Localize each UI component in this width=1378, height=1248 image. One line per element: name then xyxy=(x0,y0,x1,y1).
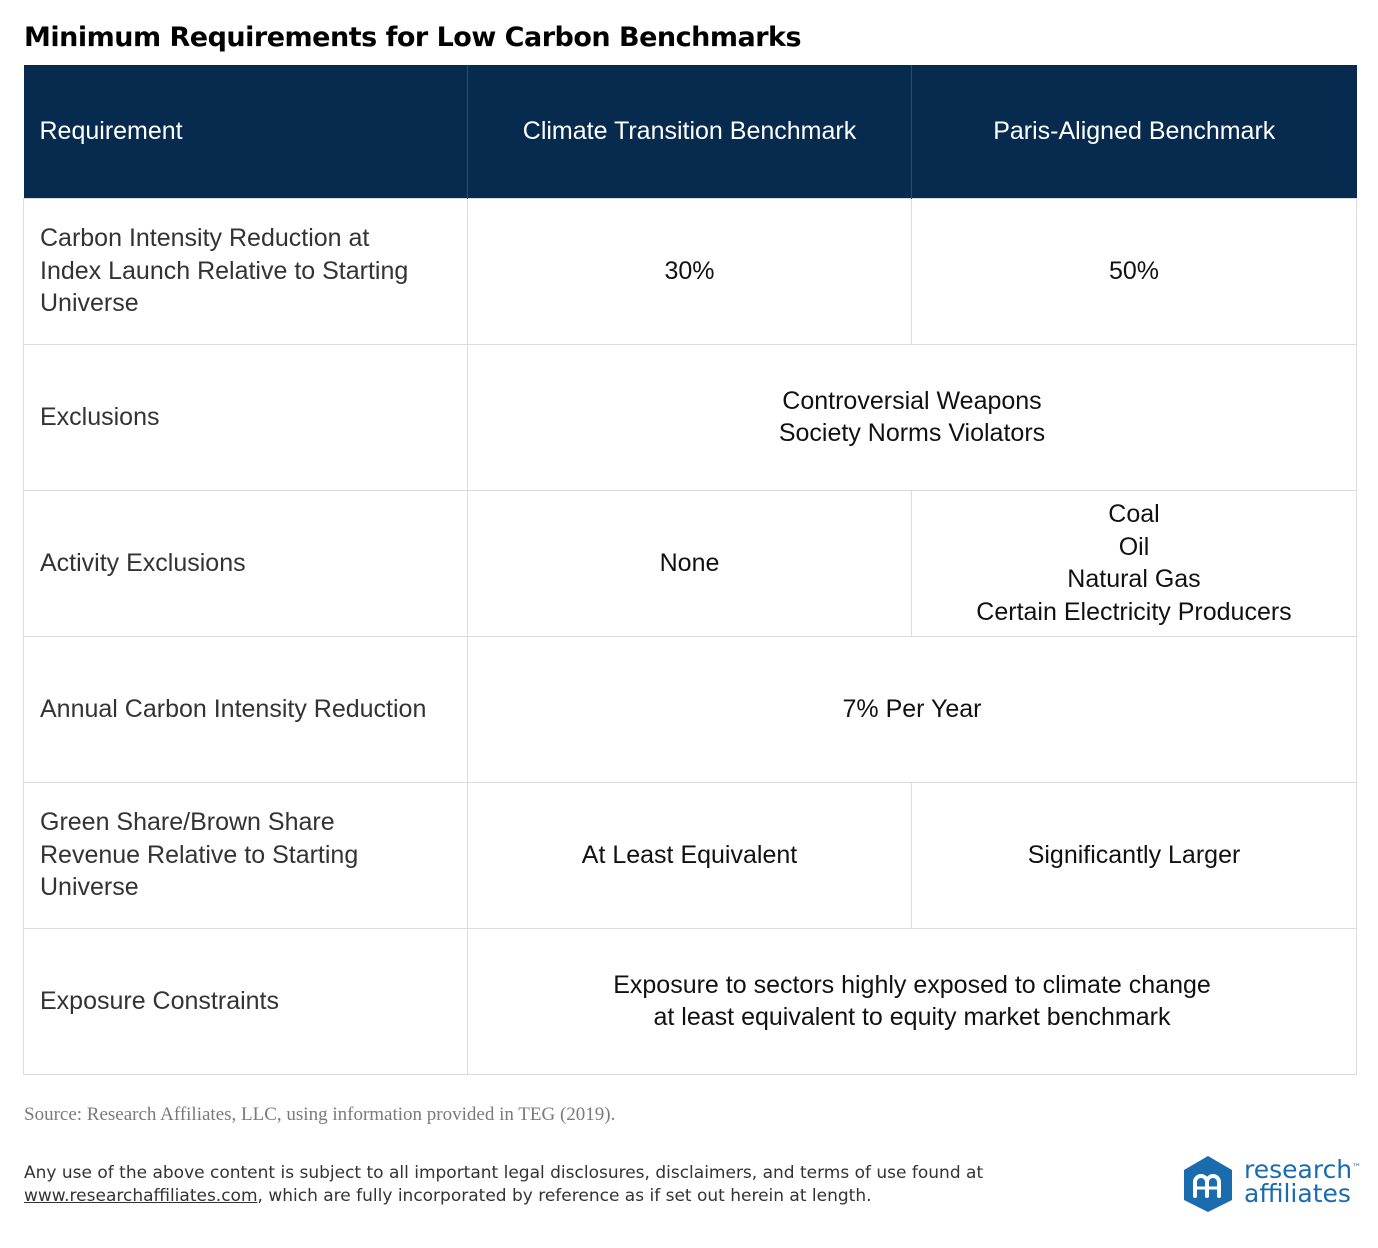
shared-benchmark-cell-line: Society Norms Violators xyxy=(778,419,1046,447)
logo-wordmark xyxy=(1244,1155,1362,1208)
requirement-cell xyxy=(24,344,468,490)
table-row xyxy=(24,344,1357,490)
paris-aligned-cell xyxy=(912,490,1357,636)
shared-benchmark-cell-line: Exposure to sectors highly exposed to climate change xyxy=(613,970,1211,999)
requirement-cell xyxy=(24,636,468,782)
climate-transition-cell-line: At Least Equivalent xyxy=(581,840,798,869)
climate-transition-cell xyxy=(468,490,912,636)
table-row xyxy=(24,490,1357,636)
shared-benchmark-cell xyxy=(468,636,1357,782)
table-header-row xyxy=(24,65,1357,198)
climate-transition-cell xyxy=(468,198,912,344)
header-paris-aligned-benchmark: Paris-Aligned Benchmark xyxy=(912,65,1357,198)
table-row xyxy=(24,928,1357,1074)
source-note: Source: Research Affiliates, LLC, using information provided in TEG (2019). xyxy=(24,1104,616,1125)
table-row xyxy=(24,782,1357,928)
table-row xyxy=(24,636,1357,782)
legal-disclaimer xyxy=(24,1162,983,1208)
website-link[interactable]: www.researchaffiliates.com xyxy=(24,1186,258,1206)
table-body xyxy=(24,198,1357,1074)
shared-benchmark-cell-line: Controversial Weapons xyxy=(782,386,1042,415)
header-climate-transition-benchmark: Climate Transition Benchmark xyxy=(468,65,912,198)
requirement-cell-line: Exposure Constraints xyxy=(40,986,280,1015)
requirement-cell xyxy=(24,928,468,1074)
requirement-cell xyxy=(24,198,468,344)
paris-aligned-cell-line: Oil xyxy=(1118,532,1150,561)
requirement-cell-line: Universe xyxy=(40,289,139,318)
paris-aligned-cell-line: Significantly Larger xyxy=(1027,840,1241,869)
shared-benchmark-cell xyxy=(468,344,1357,490)
legal-line-1: Any use of the above content is subject to all important legal disclosures, disclaimers, and terms of use found at xyxy=(24,1163,984,1183)
requirement-cell-line: Carbon Intensity Reduction at xyxy=(40,224,370,253)
requirement-cell xyxy=(24,490,468,636)
legal-line-2: , which are fully incorporated by reference as if set out herein at length. xyxy=(257,1186,872,1206)
requirement-cell-line: Universe xyxy=(40,873,139,902)
climate-transition-cell xyxy=(468,782,912,928)
table-row xyxy=(24,198,1357,344)
requirement-cell-line: Annual Carbon Intensity Reduction xyxy=(40,694,427,723)
paris-aligned-cell-line: 50% xyxy=(1108,256,1160,285)
requirement-cell-line: Index Launch Relative to Starting xyxy=(40,256,409,285)
research-affiliates-logo xyxy=(1176,1152,1366,1216)
requirement-cell-line: Activity Exclusions xyxy=(40,548,246,577)
requirement-cell xyxy=(24,782,468,928)
paris-aligned-cell-line: Certain Electricity Producers xyxy=(976,597,1292,626)
climate-transition-cell-line: None xyxy=(659,548,720,577)
logo-text-affiliates: affiliates xyxy=(1244,1179,1351,1208)
trademark-mark: ™ xyxy=(1352,1163,1362,1173)
research-affiliates-logo-icon xyxy=(1176,1152,1238,1214)
shared-benchmark-cell xyxy=(468,928,1357,1074)
logo-text-research: research xyxy=(1244,1155,1353,1184)
shared-benchmark-cell-line: 7% Per Year xyxy=(842,694,982,723)
shared-benchmark-cell-line: at least equivalent to equity market benchmark xyxy=(653,1003,1171,1031)
page-title: Minimum Requirements for Low Carbon Benchmarks xyxy=(24,22,802,53)
climate-transition-cell-line: 30% xyxy=(664,256,715,285)
requirement-cell-line: Exclusions xyxy=(40,402,160,431)
header-requirement: Requirement xyxy=(24,65,468,198)
paris-aligned-cell-line: Coal xyxy=(1108,500,1160,528)
requirements-table xyxy=(23,65,1357,1075)
requirement-cell-line: Green Share/Brown Share xyxy=(40,808,335,837)
paris-aligned-cell xyxy=(912,782,1357,928)
paris-aligned-cell-line: Natural Gas xyxy=(1067,565,1201,593)
requirement-cell-line: Revenue Relative to Starting xyxy=(40,840,359,869)
paris-aligned-cell xyxy=(912,198,1357,344)
